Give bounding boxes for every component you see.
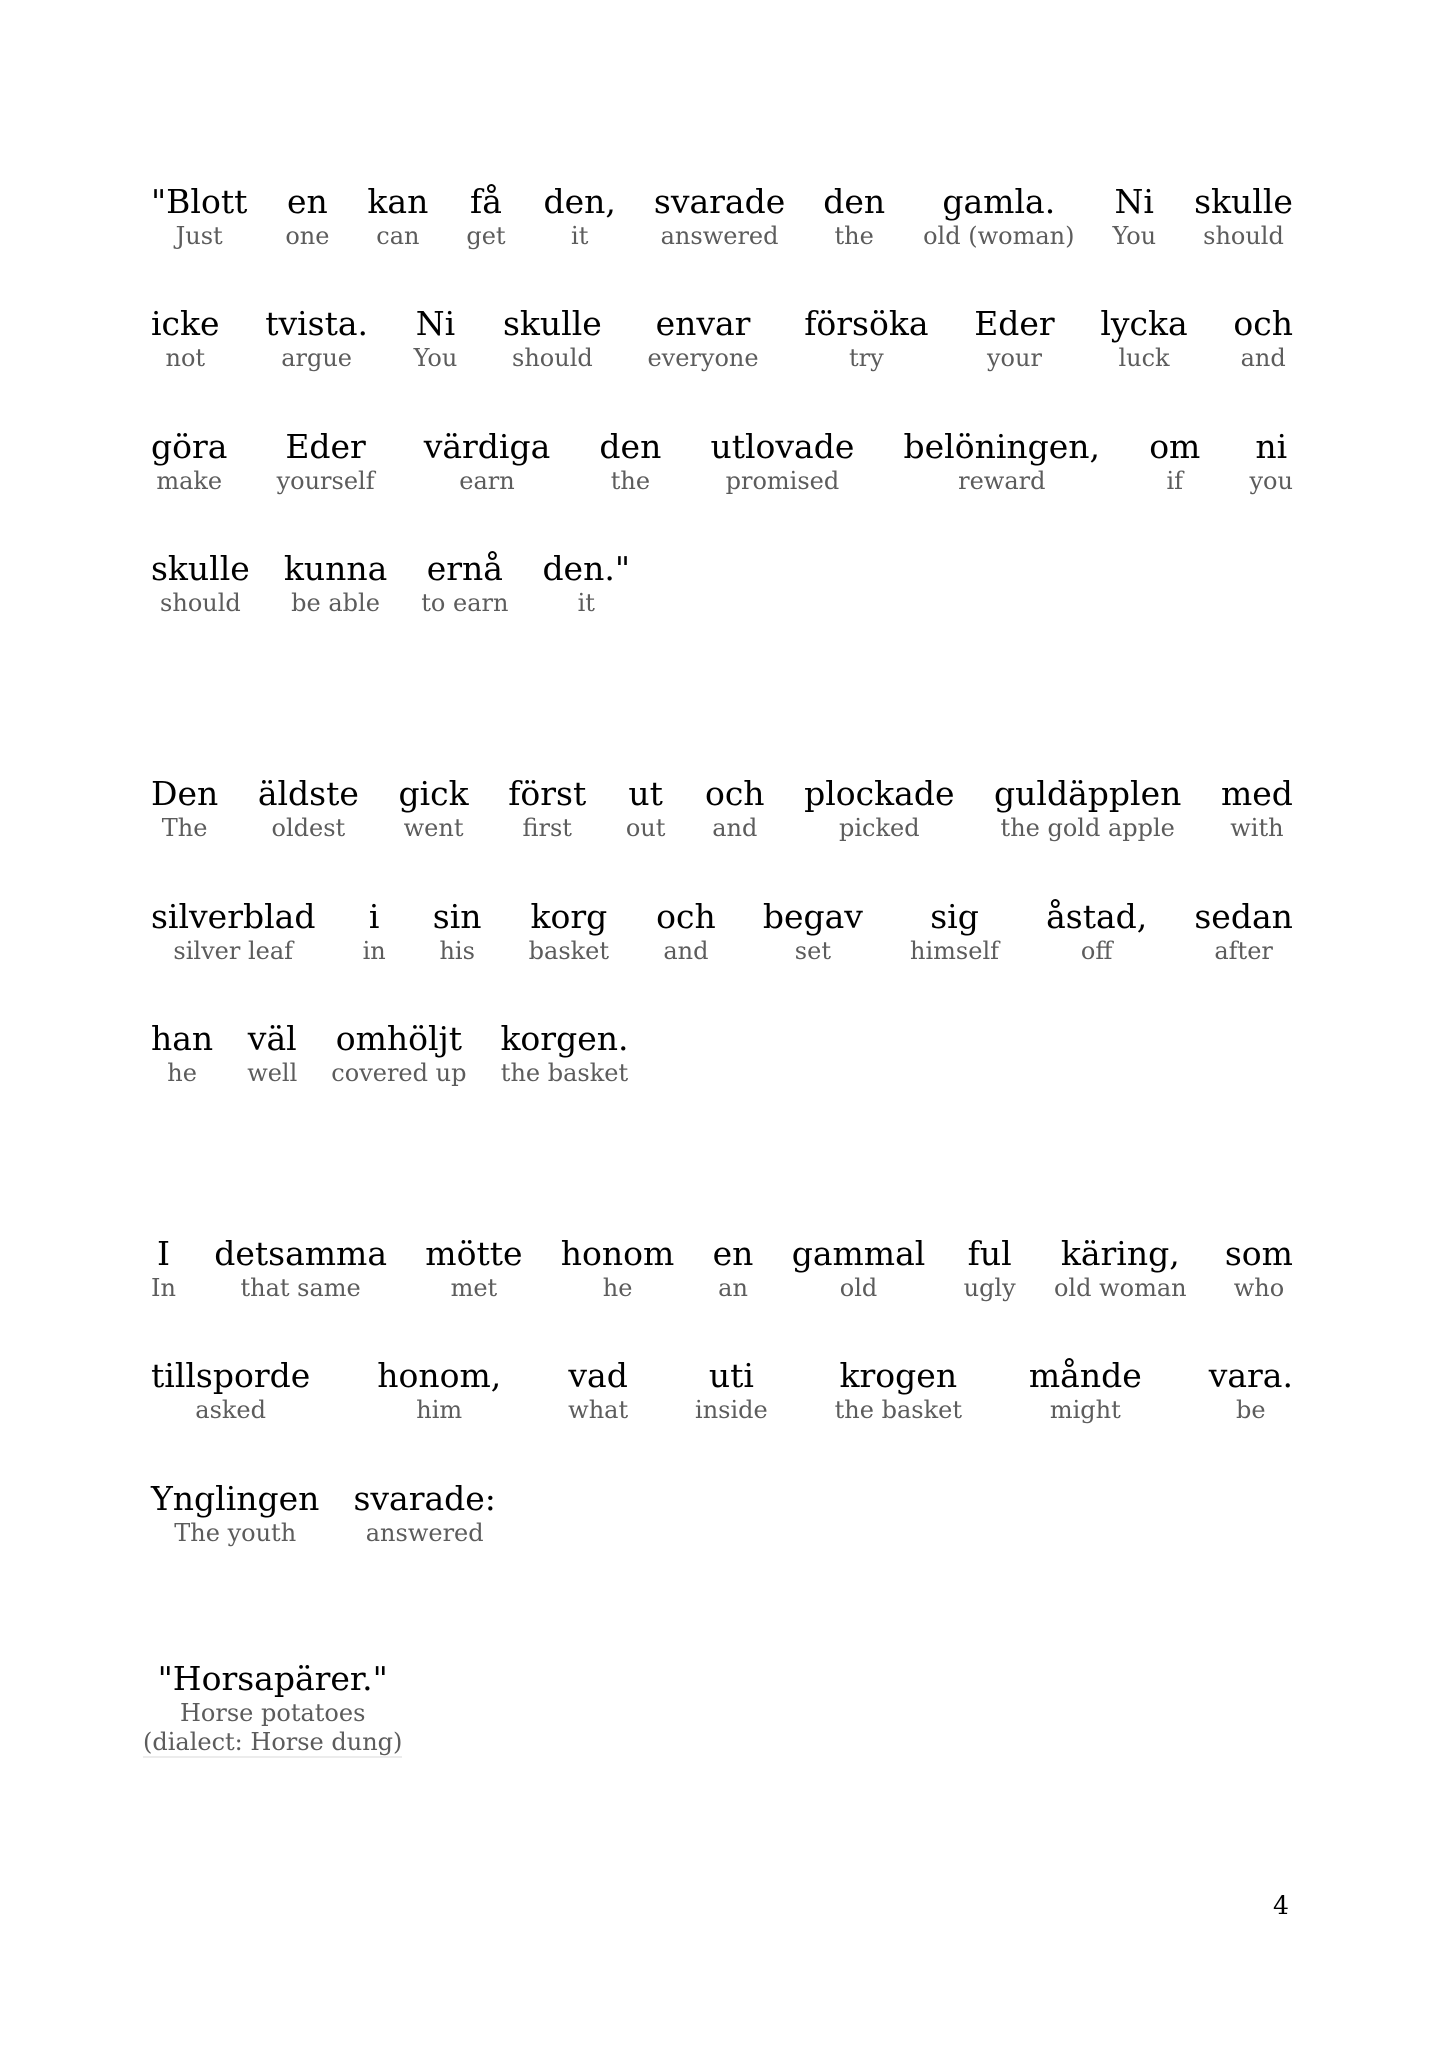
- swedish-word: Eder: [285, 427, 366, 466]
- swedish-word: "Blott: [151, 182, 248, 221]
- word-pair: [599, 428, 661, 496]
- swedish-word: utlovade: [710, 427, 855, 466]
- swedish-word: I: [156, 1234, 170, 1273]
- interlinear-line: [151, 775, 1293, 843]
- english-gloss: basket: [528, 937, 610, 965]
- swedish-word: först: [508, 774, 587, 813]
- word-pair: [529, 898, 609, 966]
- swedish-word: den,: [543, 182, 616, 221]
- word-pair: [804, 775, 954, 843]
- interlinear-line: [151, 1020, 628, 1088]
- swedish-word: svarade:: [353, 1479, 496, 1518]
- swedish-word: Eder: [974, 304, 1055, 343]
- english-gloss: an: [718, 1274, 748, 1302]
- interlinear-line: [151, 1357, 1293, 1425]
- swedish-word: skulle: [1194, 182, 1293, 221]
- swedish-word: honom: [560, 1234, 675, 1273]
- word-pair: [974, 305, 1055, 373]
- swedish-word: väl: [247, 1019, 297, 1058]
- word-pair: [1221, 775, 1293, 843]
- word-pair: [1233, 305, 1293, 373]
- swedish-word: Den: [151, 774, 219, 813]
- interlinear-line: [151, 1235, 1293, 1303]
- word-pair: [542, 550, 630, 618]
- english-gloss: answered: [365, 1519, 484, 1547]
- word-pair: [353, 1480, 495, 1548]
- word-pair: [151, 183, 247, 251]
- word-pair: [904, 428, 1101, 496]
- word-pair: [823, 183, 885, 251]
- english-gloss: that same: [240, 1274, 361, 1302]
- word-pair: [1112, 183, 1156, 251]
- english-gloss: he: [167, 1059, 197, 1087]
- english-gloss: the: [834, 222, 874, 250]
- english-gloss: Horse potatoes: [180, 1699, 366, 1727]
- word-pair: [1225, 1235, 1293, 1303]
- english-gloss: might: [1049, 1396, 1121, 1424]
- swedish-word: silverblad: [151, 897, 316, 936]
- english-gloss: who: [1233, 1274, 1285, 1302]
- word-pair: [367, 183, 428, 251]
- english-gloss: with: [1230, 814, 1284, 842]
- interlinear-line: [151, 1480, 496, 1548]
- interlinear-line: [151, 305, 1293, 373]
- swedish-word: krogen: [839, 1356, 958, 1395]
- swedish-word: omhöljt: [335, 1019, 463, 1058]
- word-pair: [763, 898, 863, 966]
- word-pair: [695, 1357, 768, 1425]
- swedish-word: svarade: [653, 182, 786, 221]
- swedish-word: den: [823, 182, 886, 221]
- swedish-word: tillsporde: [151, 1356, 311, 1395]
- word-pair: [923, 183, 1074, 251]
- word-pair: [151, 1357, 310, 1425]
- english-gloss: it: [571, 222, 589, 250]
- word-pair: [1046, 898, 1147, 966]
- swedish-word: belöningen,: [903, 427, 1101, 466]
- word-pair: [508, 775, 586, 843]
- english-gloss: Just: [175, 222, 223, 250]
- english-gloss: In: [151, 1274, 176, 1302]
- swedish-word: han: [151, 1019, 214, 1058]
- english-gloss-dialect: (dialect: Horse dung): [143, 1728, 403, 1756]
- word-pair: [151, 1480, 319, 1548]
- english-gloss: and: [1240, 344, 1286, 372]
- word-pair: [151, 550, 250, 618]
- english-gloss: the gold apple: [1000, 814, 1175, 842]
- english-gloss: one: [285, 222, 330, 250]
- swedish-word: uti: [708, 1356, 754, 1395]
- swedish-word: Ynglingen: [151, 1479, 320, 1518]
- word-pair: [792, 1235, 926, 1303]
- english-gloss: reward: [958, 467, 1046, 495]
- swedish-word: korgen.: [500, 1019, 629, 1058]
- interlinear-line: [151, 183, 1293, 251]
- word-pair: [247, 1020, 297, 1088]
- swedish-word: den.": [542, 549, 631, 588]
- word-pair: [1194, 183, 1293, 251]
- swedish-word: och: [704, 774, 765, 813]
- english-gloss: should: [1203, 222, 1284, 250]
- english-gloss: he: [602, 1274, 633, 1302]
- swedish-word: kan: [367, 182, 429, 221]
- swedish-word: lycka: [1100, 304, 1188, 343]
- word-pair: [377, 1357, 501, 1425]
- swedish-word: göra: [151, 427, 228, 466]
- english-gloss: You: [1112, 222, 1157, 250]
- word-pair: [544, 183, 616, 251]
- english-gloss: should: [512, 344, 593, 372]
- word-pair: [425, 1235, 522, 1303]
- page-number: 4: [1273, 1891, 1289, 1920]
- english-gloss: to earn: [421, 589, 509, 617]
- english-gloss: covered up: [331, 1059, 467, 1087]
- swedish-word: ernå: [426, 549, 503, 588]
- english-gloss: and: [712, 814, 758, 842]
- swedish-word: om: [1149, 427, 1201, 466]
- swedish-word: månde: [1028, 1356, 1142, 1395]
- english-gloss: argue: [281, 344, 353, 372]
- swedish-word: envar: [655, 304, 751, 343]
- swedish-word: en: [712, 1234, 754, 1273]
- word-pair: [500, 1020, 628, 1088]
- word-pair: [258, 775, 359, 843]
- english-gloss: well: [247, 1059, 298, 1087]
- swedish-word: sig: [930, 897, 979, 936]
- swedish-word: "Horsapärer.": [157, 1659, 388, 1698]
- word-pair: [647, 305, 758, 373]
- word-pair: [1209, 1357, 1293, 1425]
- swedish-word: guldäpplen: [994, 774, 1182, 813]
- english-gloss: and: [663, 937, 709, 965]
- swedish-word: den: [599, 427, 662, 466]
- word-pair: [214, 1235, 387, 1303]
- swedish-word: sin: [432, 897, 482, 936]
- swedish-word: vad: [568, 1356, 628, 1395]
- swedish-word: i: [368, 897, 380, 936]
- word-pair: [804, 305, 928, 373]
- english-gloss: him: [416, 1396, 463, 1424]
- word-pair: [705, 775, 765, 843]
- swedish-word: gamla.: [942, 182, 1056, 221]
- interlinear-line: [151, 428, 1293, 496]
- word-pair: [994, 775, 1181, 843]
- english-gloss: luck: [1118, 344, 1170, 372]
- word-pair: [265, 305, 368, 373]
- word-pair: [363, 898, 386, 966]
- swedish-word: försöka: [804, 304, 929, 343]
- english-gloss: The youth: [174, 1519, 297, 1547]
- word-pair: [1149, 428, 1200, 496]
- swedish-word: korg: [530, 897, 608, 936]
- english-gloss: met: [450, 1274, 498, 1302]
- word-pair: [151, 305, 220, 373]
- word-pair: [151, 428, 227, 496]
- english-gloss: in: [362, 937, 386, 965]
- swedish-word: detsamma: [214, 1234, 388, 1273]
- word-pair: [713, 1235, 754, 1303]
- english-gloss: himself: [910, 937, 999, 965]
- word-pair: [626, 775, 666, 843]
- english-gloss: old (woman): [923, 222, 1075, 250]
- word-pair: [424, 428, 551, 496]
- english-gloss: try: [849, 344, 884, 372]
- english-gloss: make: [156, 467, 223, 495]
- english-gloss: silver leaf: [173, 937, 294, 965]
- word-pair: [1054, 1235, 1187, 1303]
- english-gloss: The: [161, 814, 208, 842]
- swedish-word: en: [287, 182, 328, 221]
- word-pair: [1194, 898, 1293, 966]
- english-gloss: can: [376, 222, 420, 250]
- english-gloss: old: [839, 1274, 878, 1302]
- swedish-word: med: [1220, 774, 1293, 813]
- swedish-word: åstad,: [1046, 897, 1148, 936]
- word-pair: [398, 775, 468, 843]
- english-gloss: the: [610, 467, 651, 495]
- swedish-word: mötte: [425, 1234, 523, 1273]
- swedish-word: Ni: [415, 304, 456, 343]
- swedish-word: värdiga: [423, 427, 551, 466]
- english-gloss: it: [577, 589, 595, 617]
- english-gloss: should: [160, 589, 241, 617]
- word-pair: [568, 1357, 628, 1425]
- word-pair: [151, 1020, 213, 1088]
- swedish-word: och: [656, 897, 716, 936]
- interlinear-line: [151, 898, 1293, 966]
- english-gloss: his: [439, 937, 475, 965]
- english-gloss: earn: [459, 467, 515, 495]
- english-gloss: off: [1080, 937, 1113, 965]
- word-pair: [910, 898, 999, 966]
- final-quote: [143, 1660, 402, 1758]
- english-gloss: first: [522, 814, 572, 842]
- word-pair: [1100, 305, 1187, 373]
- word-pair: [277, 428, 375, 496]
- english-gloss: the basket: [834, 1396, 962, 1424]
- word-pair: [284, 550, 387, 618]
- swedish-word: ful: [967, 1234, 1012, 1273]
- word-pair: [151, 898, 315, 966]
- word-pair: [466, 183, 505, 251]
- word-pair: [433, 898, 482, 966]
- word-pair: [285, 183, 329, 251]
- swedish-word: äldste: [257, 774, 359, 813]
- swedish-word: ni: [1255, 427, 1288, 466]
- swedish-word: som: [1224, 1234, 1293, 1273]
- swedish-word: begav: [762, 897, 863, 936]
- english-gloss: oldest: [271, 814, 346, 842]
- swedish-word: kunna: [283, 549, 388, 588]
- english-gloss: set: [794, 937, 831, 965]
- english-gloss: answered: [660, 222, 779, 250]
- english-gloss: promised: [725, 467, 840, 495]
- english-gloss: get: [466, 222, 506, 250]
- interlinear-line: [151, 550, 630, 618]
- swedish-word: käring,: [1060, 1234, 1180, 1273]
- swedish-word: skulle: [151, 549, 250, 588]
- swedish-word: vara.: [1208, 1356, 1293, 1395]
- word-pair: [835, 1357, 962, 1425]
- english-gloss: yourself: [276, 467, 375, 495]
- swedish-word: skulle: [502, 304, 602, 343]
- swedish-word: Ni: [1114, 182, 1154, 221]
- word-pair: [964, 1235, 1016, 1303]
- english-gloss: not: [165, 344, 206, 372]
- english-gloss: went: [403, 814, 464, 842]
- english-gloss: the basket: [500, 1059, 629, 1087]
- swedish-word: gammal: [791, 1234, 926, 1273]
- english-gloss: you: [1249, 467, 1293, 495]
- swedish-word: få: [469, 182, 502, 221]
- swedish-word: icke: [151, 304, 220, 343]
- english-gloss: everyone: [647, 344, 759, 372]
- word-pair: [331, 1020, 466, 1088]
- english-gloss: picked: [839, 814, 920, 842]
- word-pair: [1029, 1357, 1142, 1425]
- english-gloss: You: [413, 344, 458, 372]
- english-gloss: be: [1236, 1396, 1266, 1424]
- english-gloss: be able: [291, 589, 380, 617]
- word-pair: [151, 1235, 176, 1303]
- swedish-word: honom,: [377, 1356, 502, 1395]
- swedish-word: sedan: [1194, 897, 1293, 936]
- english-gloss: inside: [695, 1396, 768, 1424]
- word-pair: [414, 305, 458, 373]
- english-gloss: ugly: [963, 1274, 1016, 1302]
- word-pair: [710, 428, 854, 496]
- swedish-word: ut: [628, 774, 663, 813]
- word-pair: [421, 550, 508, 618]
- english-gloss: if: [1166, 467, 1184, 495]
- swedish-word: tvista.: [265, 304, 369, 343]
- english-gloss: out: [625, 814, 666, 842]
- english-gloss: your: [986, 344, 1042, 372]
- word-pair: [1249, 428, 1292, 496]
- word-pair: [654, 183, 785, 251]
- swedish-word: gick: [398, 774, 469, 813]
- word-pair: [503, 305, 602, 373]
- swedish-word: plockade: [804, 774, 955, 813]
- word-pair: [656, 898, 716, 966]
- english-gloss: asked: [195, 1396, 266, 1424]
- word-pair: [151, 775, 218, 843]
- english-gloss: after: [1214, 937, 1273, 965]
- english-gloss: old woman: [1053, 1274, 1187, 1302]
- swedish-word: och: [1233, 304, 1293, 343]
- word-pair: [561, 1235, 675, 1303]
- english-gloss: what: [568, 1396, 629, 1424]
